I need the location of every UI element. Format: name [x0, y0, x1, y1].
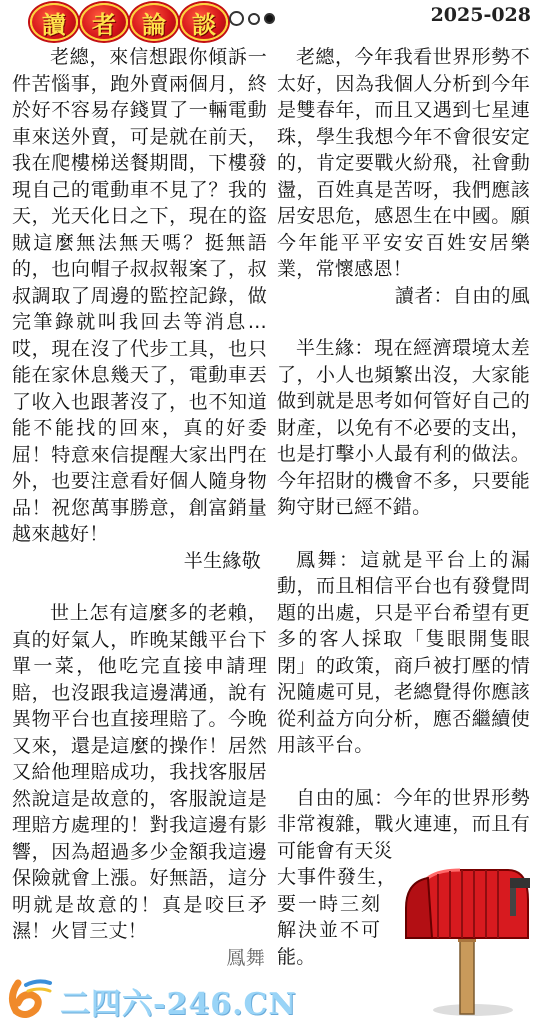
reply-paragraph: 自由的風：今年的世界形勢非常複雜，戰火連連，而且有可能會有天災	[277, 786, 530, 862]
letter-signature: 讀者：自由的風	[394, 284, 530, 307]
title-badge-3: 論	[130, 3, 178, 41]
decorative-dots	[229, 11, 275, 26]
reply-paragraph-line: 解決並不可	[277, 919, 383, 941]
reply-paragraph: 鳳舞：這就是平台上的漏動，而且相信平台也有發覺問題的出處，只是平台希望有更多的客人採取「隻眼開隻眼閉」的政策，商戶被打壓的情況隨處可見，老總覺得你應該從利益方向分析，應否繼續使用該平台。	[277, 548, 530, 756]
right-column	[277, 44, 530, 970]
issue-number: 2025-028	[430, 4, 531, 26]
column-title	[30, 3, 228, 41]
left-column	[12, 44, 267, 971]
letter-paragraph: 老總，來信想跟你傾訴一件苦惱事，跑外賣兩個月，終於好不容易存錢買了一輛電動車來送外賣，可是就在前天，我在爬樓梯送餐期間，下樓發現自己的電動車不見了？我的天，光天化日之下，現在的盜賊這麼無法無天嗎？挺無語的，也向帽子叔叔報案了，叔叔調取了周邊的監控記錄，做完筆錄就叫我回去等消息…哎，現在沒了代步工具，也只能在家休息幾天了，電動車丟了收入也跟著沒了，也不知道能不能找的回來，真的好委屈！特意來信提醒大家出門在外，也要注意看好個人隨身物品！祝您萬事勝意，創富銷量越來越好！	[12, 46, 267, 545]
logo-icon	[4, 975, 54, 1019]
letter-paragraph: 老總，今年我看世界形勢不太好，因為我個人分析到今年是雙春年，而且又遇到七星連珠，學生我想今年不會很安定的，肯定要戰火紛飛，社會動盪，百姓真是苦呀，我們應該居安思危，感恩生在中國。願今年能平平安安百姓安居樂業，常懷感恩！	[277, 46, 530, 280]
reply-paragraph-line: 要一時三刻	[277, 892, 383, 915]
letter-signature: 鳳舞	[226, 946, 265, 969]
letter-paragraph: 世上怎有這麼多的老賴，真的好氣人，昨晚某餓平台下單一菜，他吃完直接申請理賠，也沒跟我這邊溝通，說有異物平台也直接理賠了。今晚又來，還是這麼的操作！居然又給他理賠成功，我找客服居然說這是故意的，客服說這是理賠方處理的！對我這邊有影響，因為超過多少金額我這邊保險就會上漲。好無語，這分明就是故意的！真是咬巨矛濕！火冒三丈！	[12, 602, 267, 942]
title-badge-2: 者	[80, 3, 128, 41]
reply-paragraph-line: 能。	[277, 945, 316, 968]
reply-paragraph: 半生緣：現在經濟環境太差了，小人也頻繁出沒，大家能做到就是思考如何管好自己的財產，以免有不必要的支出，也是打擊小人最有利的做法。今年招財的機會不多，只要能夠守財已經不錯。	[277, 337, 530, 518]
title-badge-1: 讀	[30, 3, 78, 41]
filled-circle-icon	[264, 13, 275, 24]
circle-icon	[248, 13, 260, 25]
watermark-text: 二四六-246.CN	[60, 987, 297, 1022]
title-badge-4: 談	[180, 3, 228, 41]
reply-paragraph-line: 大事件發生，	[277, 866, 398, 888]
header	[0, 0, 545, 40]
watermark	[0, 975, 300, 1020]
mailbox-illustration	[398, 860, 538, 1020]
circle-icon	[229, 11, 244, 26]
letter-signature: 半生緣敬	[183, 549, 261, 572]
